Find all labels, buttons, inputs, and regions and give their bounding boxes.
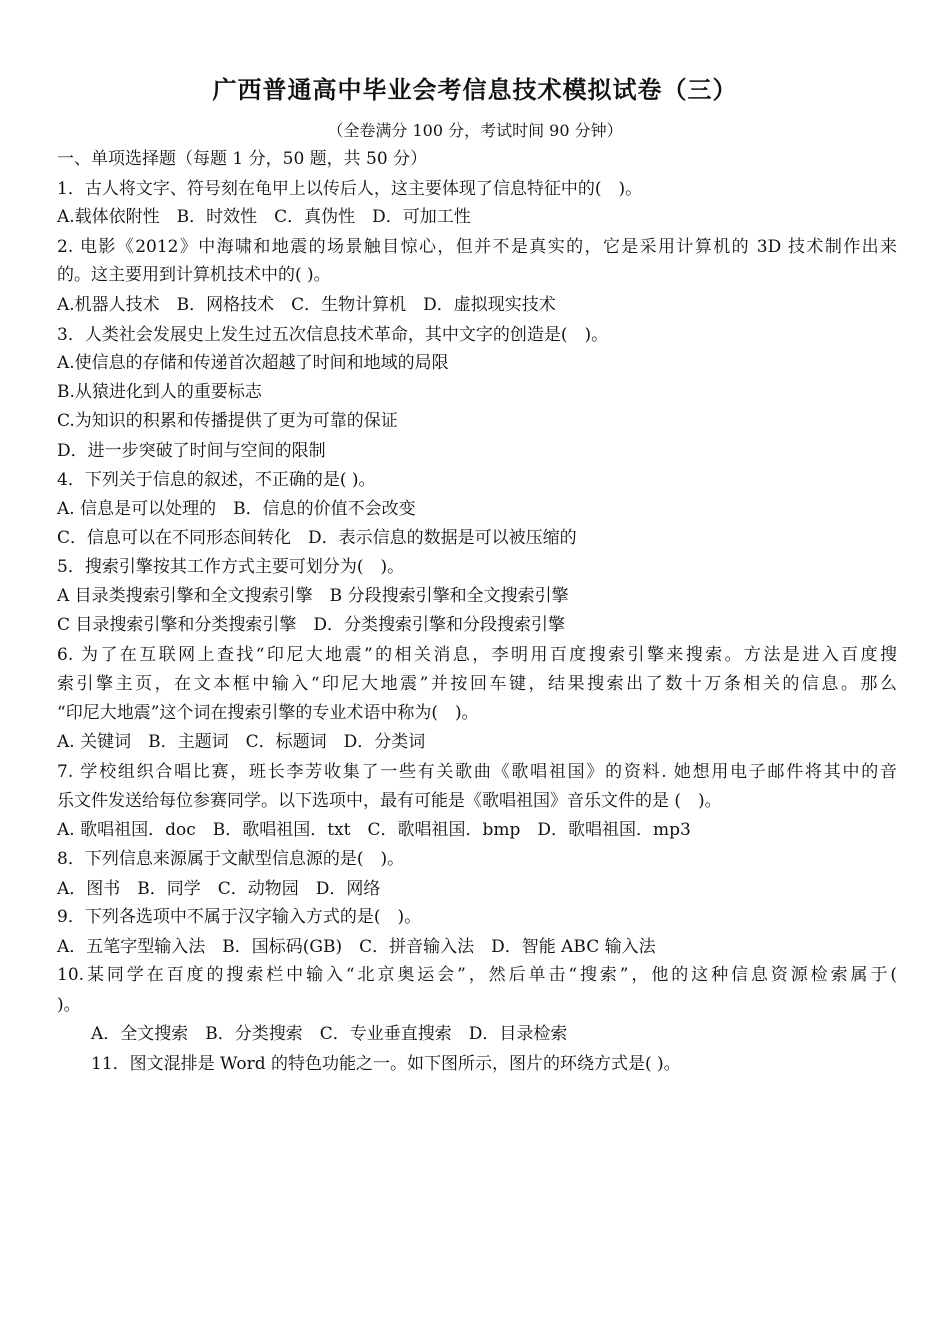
text-line: 4．下列关于信息的叙述，不正确的是( )。 — [57, 470, 376, 490]
exam-title: 广西普通高中毕业会考信息技术模拟试卷（三） — [212, 76, 738, 104]
text-line: A. 关键词 B．主题词 C．标题词 D．分类词 — [57, 732, 426, 752]
text-line: 一、单项选择题（每题 1 分，50 题，共 50 分） — [57, 149, 428, 169]
exam-subtitle: （全卷满分 100 分，考试时间 90 分钟） — [327, 121, 623, 140]
text-line: D．进一步突破了时间与空间的限制 — [57, 441, 326, 461]
text-line: 1．古人将文字、符号刻在龟甲上以传后人，这主要体现了信息特征中的( )。 — [57, 179, 643, 199]
text-line: 7. 学校组织合唱比赛，班长李芳收集了一些有关歌曲《歌唱祖国》的资料. 她想用电子邮件将其中的音 — [57, 762, 897, 782]
text-line: B.从猿进化到人的重要标志 — [57, 382, 262, 402]
text-line: A.机器人技术 B．网格技术 C．生物计算机 D．虚拟现实技术 — [57, 295, 556, 315]
text-line: A. 信息是可以处理的 B．信息的价值不会改变 — [57, 499, 416, 519]
text-line: A.使信息的存储和传递首次超越了时间和地域的局限 — [57, 353, 449, 373]
text-line: A. 歌唱祖国．doc B．歌唱祖国．txt C．歌唱祖国．bmp D．歌唱祖国．mp3 — [57, 820, 691, 840]
text-line: C 目录搜索引擎和分类搜索引擎 D．分类搜索引擎和分段搜索引擎 — [57, 615, 566, 635]
text-line: 索引擎主页，在文本框中输入“印尼大地震”并按回车键，结果搜索出了数十万条相关的信息。那么 — [57, 674, 897, 694]
text-line: C．信息可以在不同形态间转化 D．表示信息的数据是可以被压缩的 — [57, 528, 577, 548]
text-line: A.载体依附性 B．时效性 C．真伪性 D．可加工性 — [57, 207, 471, 227]
text-line: 3．人类社会发展史上发生过五次信息技术革命，其中文字的创造是( )。 — [57, 325, 609, 345]
text-line: 6. 为了在互联网上查找“印尼大地震”的相关消息，李明用百度搜索引擎来搜索。方法是进入百度搜 — [57, 645, 897, 665]
text-line: “印尼大地震”这个词在搜索引擎的专业术语中称为( )。 — [57, 703, 479, 723]
text-line: A．图书 B．同学 C．动物园 D．网络 — [57, 879, 381, 899]
text-line: A 目录类搜索引擎和全文搜索引擎 B 分段搜索引擎和全文搜索引擎 — [57, 586, 569, 606]
text-line: 9．下列各选项中不属于汉字输入方式的是( )。 — [57, 907, 422, 927]
text-line: )。 — [57, 995, 81, 1015]
text-line: 5．搜索引擎按其工作方式主要可划分为( )。 — [57, 557, 405, 577]
text-line: 2. 电影《2012》中海啸和地震的场景触目惊心，但并不是真实的，它是采用计算机的 3D 技术制作出来 — [57, 237, 897, 257]
text-line: A．全文搜索 B．分类搜索 C．专业垂直搜索 D．目录检索 — [57, 1024, 568, 1044]
text-line: 乐文件发送给每位参赛同学。以下选项中，最有可能是《歌唱祖国》音乐文件的是 ( )。 — [57, 791, 722, 811]
text-line: 8．下列信息来源属于文献型信息源的是( )。 — [57, 849, 405, 869]
text-line: A．五笔字型输入法 B．国标码(GB) C．拼音输入法 D．智能 ABC 输入法 — [57, 937, 656, 957]
text-line: 的。这主要用到计算机技术中的( )。 — [57, 265, 331, 285]
text-line: 10.某同学在百度的搜索栏中输入“北京奥运会”，然后单击“搜索”，他的这种信息资源检索属于( — [57, 965, 897, 985]
text-line: C.为知识的积累和传播提供了更为可靠的保证 — [57, 411, 398, 431]
text-line: 11．图文混排是 Word 的特色功能之一。如下图所示，图片的环绕方式是( )。 — [57, 1054, 681, 1074]
